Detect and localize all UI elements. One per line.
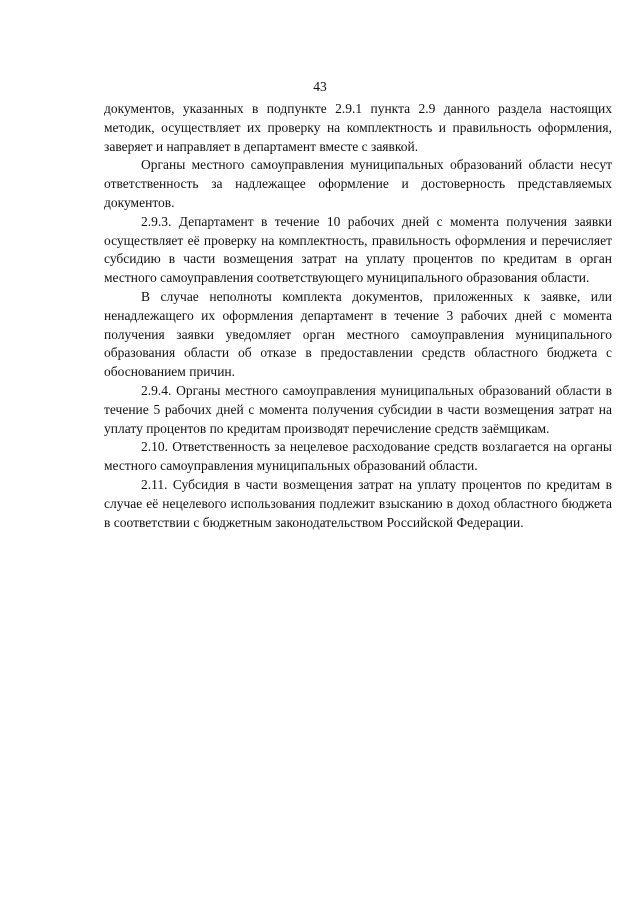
paragraph-responsibility: Органы местного самоуправления муниципальных образований области несут ответственность за надлежащее оформление и достоверность представляемых документов. xyxy=(104,157,612,210)
paragraph-2-10: 2.10. Ответственность за нецелевое расходование средств возлагается на органы местного самоуправления муниципальных образований области. xyxy=(104,439,612,474)
document-body xyxy=(104,100,612,532)
page-number: 43 xyxy=(313,79,327,94)
paragraph-2-9-4: 2.9.4. Органы местного самоуправления муниципальных образований области в течение 5 рабочих дней с момента получения субсидии в части возмещения затрат на уплату процентов по кредитам производят перечисление средств заёмщикам. xyxy=(104,382,612,436)
paragraph-incomplete-docs: В случае неполноты комплекта документов, приложенных к заявке, или ненадлежащего их оформления департамент в течение 3 рабочих дней с момента получения заявки уведомляет орган местного самоуправления муниципального образования области об отказе в предоставлении средств областного бюджета с обоснованием причин. xyxy=(104,288,612,380)
paragraph-2-11: 2.11. Субсидия в части возмещения затрат на уплату процентов по кредитам в случае её нецелевого использования подлежит взысканию в доход областного бюджета в соответствии с бюджетным законодательством Российской Федерации. xyxy=(104,476,612,530)
paragraph-2-9-3: 2.9.3. Департамент в течение 10 рабочих дней с момента получения заявки осуществляет её проверку на комплектность, правильность оформления и перечисляет субсидию в части возмещения затрат на уплату процентов по кредитам в орган местного самоуправления соответствующего муниципального образования области. xyxy=(104,213,612,286)
paragraph-continuation: документов, указанных в подпункте 2.9.1 пункта 2.9 данного раздела настоящих методик, осуществляет их проверку на комплектность и правильность оформления, заверяет и направляет в департамент вместе с заявкой. xyxy=(104,101,612,154)
